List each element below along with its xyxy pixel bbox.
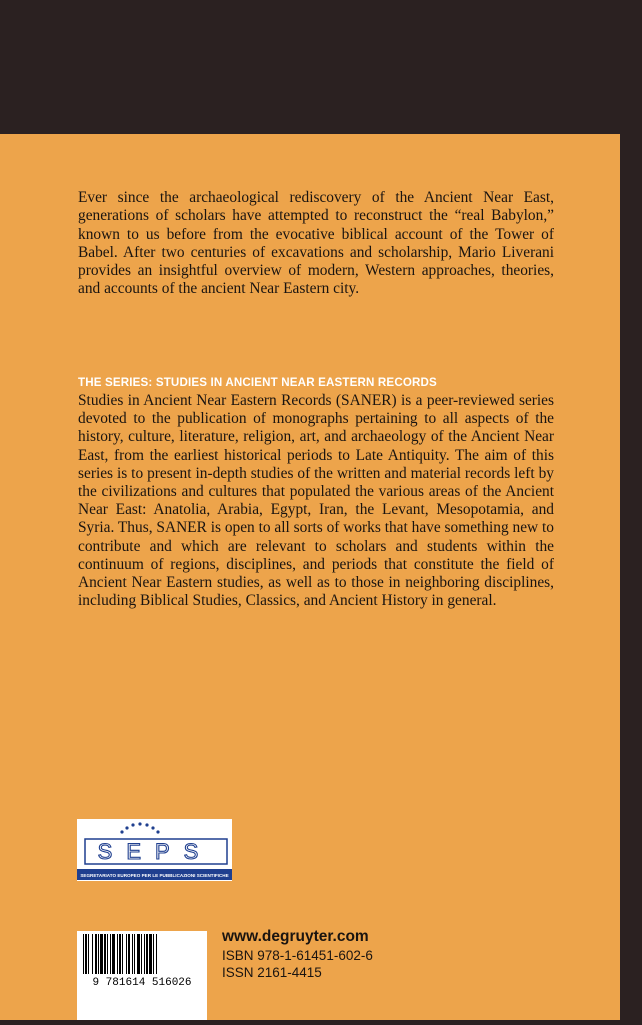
- issn-number: ISSN 2161-4415: [222, 965, 322, 980]
- seps-caption: SEGRETARIATO EUROPEO PER LE PUBBLICAZIONI SCIENTIFICHE: [80, 873, 229, 878]
- publisher-url[interactable]: www.degruyter.com: [222, 928, 369, 945]
- barcode-bars: [83, 934, 157, 974]
- isbn-number: ISBN 978-1-61451-602-6: [222, 948, 373, 963]
- publisher-info: [222, 927, 373, 981]
- book-blurb: Ever since the archaeological rediscovery of the Ancient Near East, generations of scholars have attempted to reconstruct the “real Babylon,” known to us before from the evocative biblical account of the Tower of Babel. After two centuries of excavations and scholarship, Mario Liverani provides an insightful overview of modern, Western approaches, theories, and accounts of the ancient Near Eastern city.: [78, 189, 554, 298]
- seps-letters: SEPS: [97, 839, 213, 864]
- isbn-barcode: [77, 931, 207, 1020]
- seps-logo: [77, 819, 232, 881]
- back-cover: [0, 134, 620, 1020]
- series-heading: THE SERIES: STUDIES IN ANCIENT NEAR EASTERN RECORDS: [78, 376, 437, 389]
- barcode-digits: 9 781614 516026: [92, 977, 192, 989]
- series-description: Studies in Ancient Near Eastern Records (SANER) is a peer-reviewed series devoted to the publication of monographs pertaining to all aspects of the history, culture, literature, religion, art, and archaeology of the Ancient Near East, from the earliest historical periods to Late Antiquity. The aim of this series is to present in-depth studies of the written and material records left by the civilizations and cultures that populated the various areas of the Ancient Near East: Anatolia, Arabia, Egypt, Iran, the Levant, Mesopotamia, and Syria. Thus, SANER is open to all sorts of works that have something new to contribute and which are relevant to scholars and students within the continuum of regions, disciplines, and periods that constitute the field of Ancient Near Eastern studies, as well as to those in neighboring disciplines, including Biblical Studies, Classics, and Ancient History in general.: [78, 392, 554, 610]
- eu-stars-icon: [120, 822, 159, 833]
